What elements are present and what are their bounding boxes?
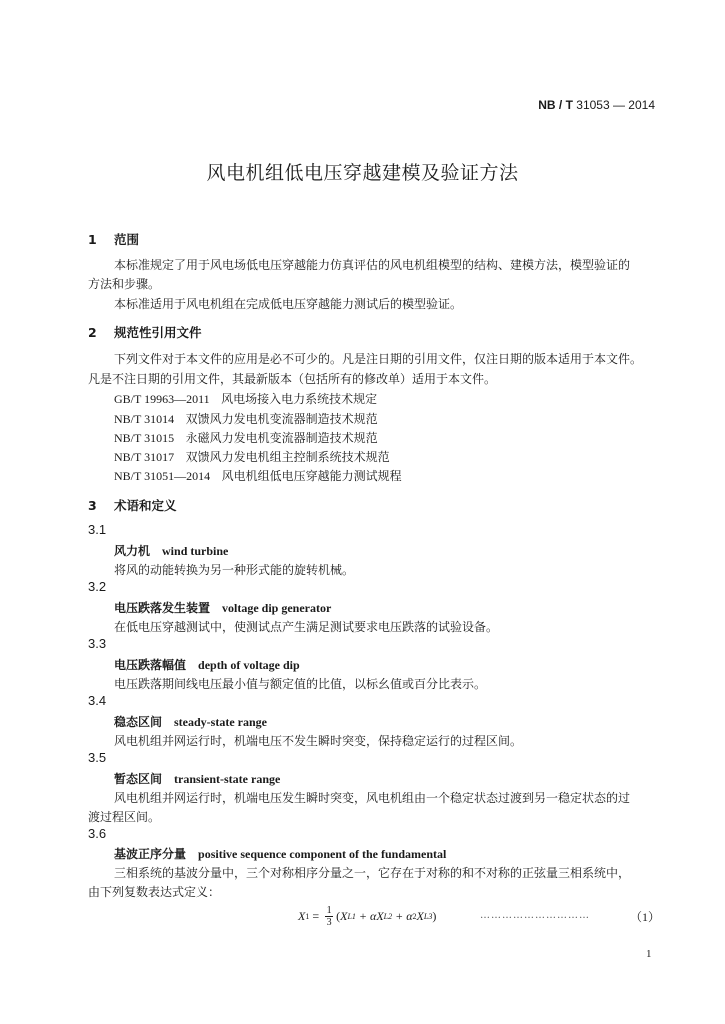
term-definition-line-2: 由下列复数表达式定义：: [88, 885, 221, 899]
term-heading: [114, 599, 331, 616]
term-english: positive sequence component of the fundamental: [198, 847, 447, 861]
term-definition: 电压跌落期间线电压最小值与额定值的比值，以标幺值或百分比表示。: [114, 677, 487, 691]
term-chinese: 电压跌落发生装置: [114, 601, 211, 615]
term-number: 3.3: [88, 636, 107, 651]
equation-number: （1）: [630, 910, 661, 924]
term-english: depth of voltage dip: [198, 658, 300, 672]
reference-code: GB/T 19963—2011: [114, 392, 210, 406]
equation-lhs: X: [298, 909, 306, 923]
reference-code: NB/T 31014: [114, 412, 175, 426]
equation-open-paren: (: [336, 909, 341, 923]
term-heading: [114, 770, 280, 787]
term-definition: 风电机组并网运行时，机端电压不发生瞬时突变，保持稳定运行的过程区间。: [114, 734, 523, 748]
section-title: 术语和定义: [114, 498, 177, 513]
term-english: wind turbine: [162, 544, 229, 558]
equation-1: [298, 905, 436, 928]
equation-term-1: X: [340, 909, 348, 923]
reference-item: [114, 429, 378, 446]
term-chinese: 电压跌落幅值: [114, 658, 187, 672]
term-definition-line-1: 三相系统的基波分量中，三个对称相序分量之一，它存在于对称的和不对称的正弦量三相系统中，: [114, 866, 631, 880]
term-chinese: 风力机: [114, 544, 151, 558]
reference-name: 双馈风力发电机变流器制造技术规范: [185, 412, 378, 426]
fraction-numerator: 1: [326, 905, 332, 916]
term-number: 3.4: [88, 693, 107, 708]
reference-code: NB/T 31051—2014: [114, 469, 211, 483]
equation-plus-alpha-squared: + α: [392, 909, 413, 923]
document-title: 风电机组低电压穿越建模及验证方法: [206, 162, 519, 184]
equation-term-3: X: [416, 909, 424, 923]
section-2-para-line-1: 下列文件对于本文件的应用是必不可少的。凡是注日期的引用文件，仅注日期的版本适用于本文件。: [114, 352, 643, 366]
equation-lhs-subscript: 1: [305, 912, 310, 921]
reference-name: 风电场接入电力系统技术规定: [221, 392, 378, 406]
standard-code: [538, 98, 655, 112]
term-number: 3.6: [88, 826, 107, 841]
term-heading: [114, 542, 228, 559]
reference-name: 双馈风力发电机组主控制系统技术规范: [185, 450, 390, 464]
term-english: steady-state range: [174, 715, 267, 729]
equation-term-2-subscript: L2: [383, 912, 393, 921]
term-number: 3.2: [88, 579, 107, 594]
section-number: 3: [88, 498, 97, 513]
term-heading: [114, 656, 300, 673]
section-number: 2: [88, 325, 97, 340]
term-chinese: 暂态区间: [114, 772, 163, 786]
section-number: 1: [88, 232, 97, 247]
term-chinese: 基波正序分量: [114, 847, 187, 861]
reference-name: 风电机组低电压穿越能力测试规程: [221, 469, 402, 483]
equation-close-paren: ): [432, 909, 437, 923]
section-3-heading: [88, 496, 177, 514]
section-title: 范围: [114, 232, 140, 247]
section-1-heading: [88, 230, 139, 248]
reference-item: [114, 390, 377, 407]
reference-code: NB/T 31015: [114, 431, 175, 445]
reference-item: [114, 448, 390, 465]
equation-alpha-exponent: 2: [412, 912, 417, 921]
equation-equals: =: [309, 909, 323, 923]
section-1-para-2: 本标准适用于风电机组在完成低电压穿越能力测试后的模型验证。: [114, 297, 463, 311]
fraction-denominator: 3: [326, 917, 332, 928]
section-2-para-line-2: 凡是不注日期的引用文件，其最新版本（包括所有的修改单）适用于本文件。: [88, 372, 497, 386]
term-chinese: 稳态区间: [114, 715, 163, 729]
equation-leader-dots: …………………………: [480, 910, 590, 921]
term-definition: 在低电压穿越测试中，使测试点产生满足测试要求电压跌落的试验设备。: [114, 620, 499, 634]
section-2-heading: [88, 323, 202, 341]
reference-item: [114, 467, 402, 484]
equation-fraction: [325, 905, 333, 928]
section-title: 规范性引用文件: [114, 325, 202, 340]
term-heading: [114, 845, 446, 862]
section-1-para-1-line-1: 本标准规定了用于风电场低电压穿越能力仿真评估的风电机组模型的结构、建模方法，模型验证的: [114, 258, 631, 272]
equation-term-2: X: [376, 909, 384, 923]
term-heading: [114, 713, 267, 730]
standard-prefix: NB / T: [538, 98, 573, 112]
reference-name: 永磁风力发电机变流器制造技术规范: [185, 431, 378, 445]
term-number: 3.5: [88, 750, 107, 765]
reference-code: NB/T 31017: [114, 450, 175, 464]
term-english: voltage dip generator: [222, 601, 332, 615]
page-number: 1: [646, 948, 652, 960]
term-english: transient-state range: [174, 772, 281, 786]
term-definition-line-1: 风电机组并网运行时，机端电压发生瞬时突变，风电机组由一个稳定状态过渡到另一稳定状态的过: [114, 791, 631, 805]
equation-plus-alpha: + α: [355, 909, 377, 923]
equation-term-3-subscript: L3: [423, 912, 433, 921]
section-1-para-1-line-2: 方法和步骤。: [88, 277, 161, 291]
term-number: 3.1: [88, 522, 107, 537]
term-definition: 将风的动能转换为另一种形式能的旋转机械。: [114, 563, 355, 577]
reference-item: [114, 410, 378, 427]
equation-term-1-subscript: L1: [347, 912, 356, 921]
standard-number: 31053 — 2014: [576, 98, 655, 112]
term-definition-line-2: 渡过程区间。: [88, 810, 161, 824]
